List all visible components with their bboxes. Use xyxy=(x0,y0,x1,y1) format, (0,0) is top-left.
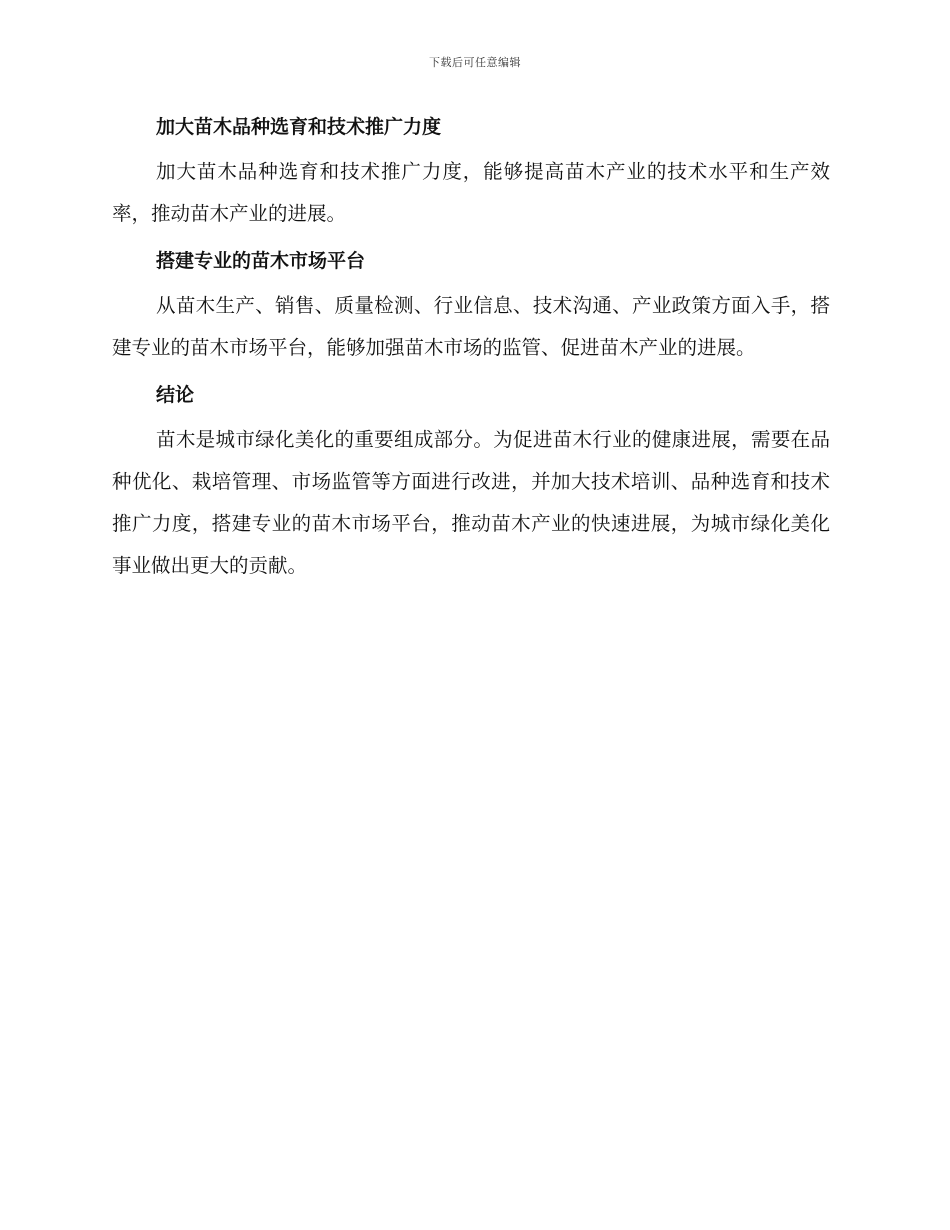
section-heading-conclusion: 结论 xyxy=(156,384,195,406)
document-body xyxy=(112,108,830,594)
section-paragraph-market-platform: 从苗木生产、销售、质量检测、行业信息、技术沟通、产业政策方面入手，搭建专业的苗木市场平台，能够加强苗木市场的监管、促进苗木产业的进展。 xyxy=(112,294,830,359)
section-paragraph-conclusion: 苗木是城市绿化美化的重要组成部分。为促进苗木行业的健康进展，需要在品种优化、栽培管理、市场监管等方面进行改进，并加大技术培训、品种选育和技术推广力度，搭建专业的苗木市场平台，推动苗木产业的快速进展，为城市绿化美化事业做出更大的贡献。 xyxy=(112,428,830,577)
section-heading-market-platform: 搭建专业的苗木市场平台 xyxy=(156,250,366,272)
page-header: 下载后可任意编辑 xyxy=(429,56,521,69)
section-heading-variety-breeding: 加大苗木品种选育和技术推广力度 xyxy=(156,116,442,138)
section-paragraph-variety-breeding: 加大苗木品种选育和技术推广力度，能够提高苗木产业的技术水平和生产效率，推动苗木产业的进展。 xyxy=(112,160,830,225)
